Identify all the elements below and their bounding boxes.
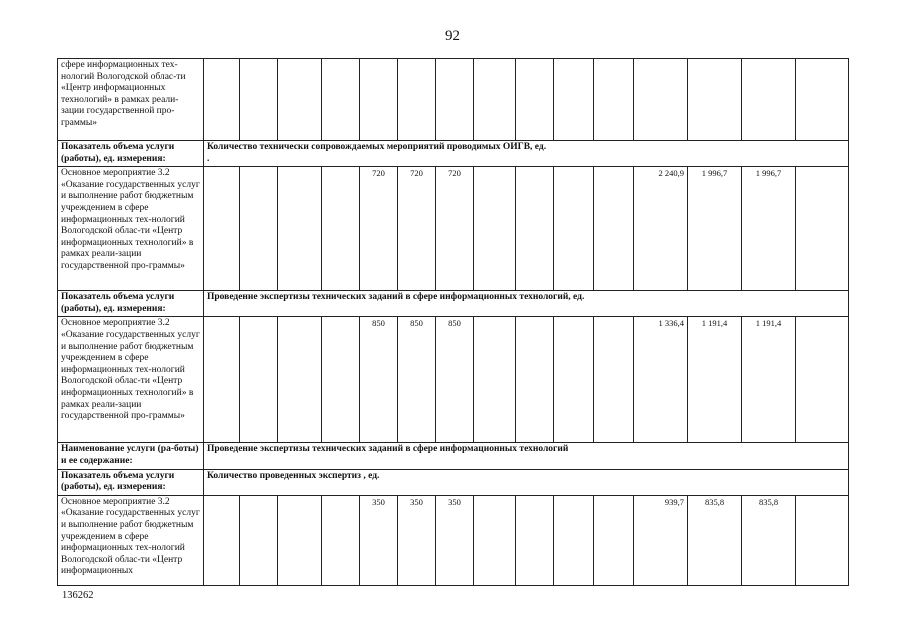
finance-cell: 1 191,4	[742, 317, 796, 443]
value-cell: 850	[360, 317, 398, 443]
table-row	[58, 167, 849, 291]
finance-cell: 939,7	[634, 495, 688, 585]
value-cell: 350	[360, 495, 398, 585]
table-row	[58, 495, 849, 585]
indicator-label: Показатель объема услуги (работы), ед. измерения:	[58, 469, 204, 495]
budget-table	[57, 58, 849, 586]
indicator-text: Количество технически сопровождаемых мероприятий проводимых ОИГВ, ед. .	[204, 141, 849, 167]
table-row	[58, 59, 849, 141]
value-cell: 850	[398, 317, 436, 443]
document-code: 136262	[62, 590, 94, 601]
value-cell: 850	[436, 317, 474, 443]
finance-cell: 835,8	[742, 495, 796, 585]
table-row	[58, 141, 849, 167]
finance-cell: 1 996,7	[688, 167, 742, 291]
row-description: сфере информационных тех-нологий Вологодской облас-ти «Центр информационных технологий» в рамках реали-зации государственной про-граммы»	[58, 59, 204, 141]
table-row	[58, 443, 849, 469]
service-name-text: Проведение экспертизы технических заданий в сфере информационных технологий	[204, 443, 849, 469]
value-cell: 350	[436, 495, 474, 585]
row-description: Основное мероприятие 3.2 «Оказание государственных услуг и выполнение работ бюджетным учреждением в сфере информационных тех-нологий Вологодской облас-ти «Центр информационных технологий» в рамках реали-зации государственной про-граммы»	[58, 167, 204, 291]
indicator-text: Количество проведенных экспертиз , ед.	[204, 469, 849, 495]
value-cell: 350	[398, 495, 436, 585]
value-cell: 720	[398, 167, 436, 291]
page-number: 92	[445, 28, 460, 44]
value-cell: 720	[360, 167, 398, 291]
finance-cell: 1 336,4	[634, 317, 688, 443]
table-row	[58, 317, 849, 443]
value-cell: 720	[436, 167, 474, 291]
finance-cell: 1 191,4	[688, 317, 742, 443]
indicator-text: Проведение экспертизы технических заданий в сфере информационных технологий, ед.	[204, 291, 849, 317]
row-description: Основное мероприятие 3.2 «Оказание государственных услуг и выполнение работ бюджетным учреждением в сфере информационных тех-нологий Вологодской облас-ти «Центр информационных	[58, 495, 204, 585]
service-name-label: Наименование услуги (ра-боты) и ее содержание:	[58, 443, 204, 469]
indicator-label: Показатель объема услуги (работы), ед. измерения:	[58, 291, 204, 317]
indicator-label: Показатель объема услуги (работы), ед. измерения:	[58, 141, 204, 167]
table-row	[58, 291, 849, 317]
finance-cell: 2 240,9	[634, 167, 688, 291]
finance-cell: 1 996,7	[742, 167, 796, 291]
row-description: Основное мероприятие 3.2 «Оказание государственных услуг и выполнение работ бюджетным учреждением в сфере информационных тех-нологий Вологодской облас-ти «Центр информационных технологий» в рамках реали-зации государственной про-граммы»	[58, 317, 204, 443]
table-row	[58, 469, 849, 495]
finance-cell: 835,8	[688, 495, 742, 585]
